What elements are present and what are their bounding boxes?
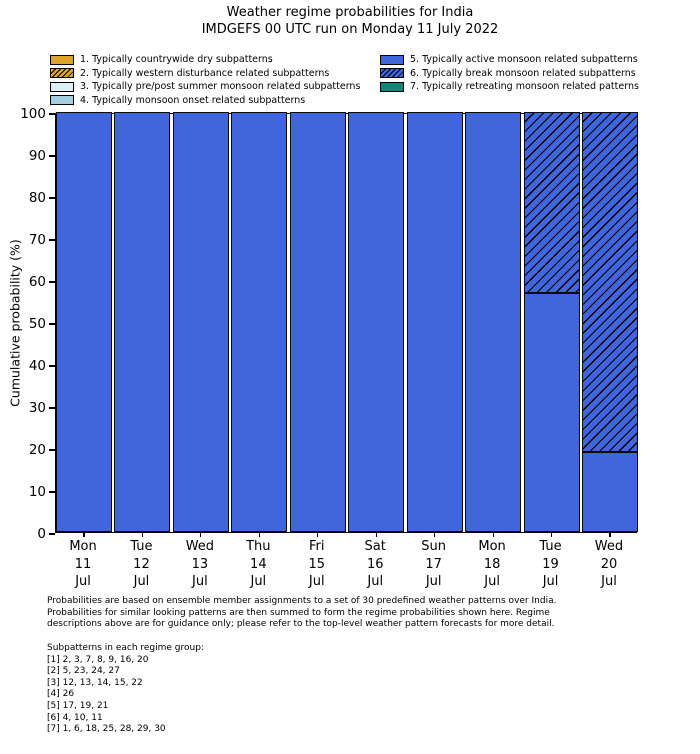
- x-tick-label-line: Wed: [185, 539, 215, 554]
- x-tick-label-line: 12: [133, 556, 150, 572]
- bar-segment-day6-active-monsoon: [348, 112, 404, 532]
- x-tick-label-sun-17-jul: [405, 538, 463, 591]
- x-tick-1: [83, 532, 84, 537]
- legend-item-2: [50, 67, 360, 81]
- subpatterns-line: [4] 26: [47, 689, 75, 700]
- y-tick-label-40: 40: [28, 358, 46, 374]
- y-axis-label: Cumulative probability (%): [7, 239, 23, 407]
- bar-segment-day9-active-monsoon: [524, 293, 580, 532]
- bar-segment-day10-break-monsoon: [582, 112, 638, 452]
- y-tick-label-90: 90: [28, 148, 46, 164]
- x-tick-label-line: Jul: [75, 574, 91, 589]
- x-tick-label-line: Jul: [542, 574, 559, 589]
- legend-swatch-3: [50, 82, 74, 92]
- x-tick-label-fri-15-jul: [288, 538, 346, 591]
- y-tick-label-50: 50: [28, 316, 46, 332]
- legend-item-6: [380, 67, 639, 81]
- y-tick-label-20: 20: [28, 442, 46, 458]
- y-tick-label-10: 10: [28, 484, 46, 500]
- x-tick-6: [376, 532, 377, 537]
- x-tick-label-line: 14: [250, 556, 267, 572]
- legend-item-4: [50, 94, 360, 108]
- x-tick-label-mon-11-jul: [54, 538, 112, 591]
- x-tick-label-line: Jul: [425, 574, 442, 589]
- subpatterns-line: [5] 17, 19, 21: [47, 700, 109, 711]
- x-tick-3: [200, 532, 201, 537]
- x-tick-label-line: Sat: [364, 539, 386, 554]
- y-tick-0: [49, 533, 55, 534]
- legend-column-right: [380, 53, 639, 94]
- plot-area: [20, 106, 637, 542]
- x-tick-label-line: Tue: [130, 539, 153, 554]
- y-tick-label-0: 0: [37, 526, 46, 542]
- x-tick-label-wed-13-jul: [171, 538, 229, 591]
- y-tick-60: [49, 281, 55, 282]
- x-tick-label-line: Sun: [421, 539, 447, 554]
- subpatterns-line: [2] 5, 23, 24, 27: [47, 666, 120, 677]
- legend-label-3: 3. Typically pre/post summer monsoon related subpatterns: [80, 81, 361, 93]
- x-tick-label-line: Jul: [250, 574, 267, 589]
- x-tick-label-mon-18-jul: [463, 538, 521, 591]
- y-tick-30: [49, 407, 55, 408]
- y-tick-20: [49, 449, 55, 450]
- legend-label-1: 1. Typically countrywide dry subpatterns: [80, 54, 273, 66]
- x-tick-label-line: Jul: [308, 574, 325, 589]
- x-tick-5: [317, 532, 318, 537]
- y-tick-label-70: 70: [28, 232, 46, 248]
- x-tick-label-line: 19: [542, 556, 559, 572]
- legend-swatch-1: [50, 55, 74, 65]
- x-tick-label-wed-20-jul: [580, 538, 638, 591]
- y-tick-40: [49, 365, 55, 366]
- footer-note: [47, 596, 556, 631]
- legend-label-2: 2. Typically western disturbance related subpatterns: [80, 67, 330, 79]
- x-tick-7: [434, 532, 435, 537]
- y-tick-50: [49, 323, 55, 324]
- y-tick-label-100: 100: [20, 106, 46, 122]
- x-tick-8: [493, 532, 494, 537]
- legend-item-5: [380, 53, 639, 67]
- x-tick-10: [609, 532, 610, 537]
- y-tick-label-30: 30: [28, 400, 46, 416]
- x-tick-label-line: 18: [483, 556, 501, 572]
- x-tick-label-line: 17: [425, 556, 442, 572]
- x-tick-label-line: Jul: [484, 574, 500, 589]
- x-tick-9: [551, 532, 552, 537]
- bar-segment-day2-active-monsoon: [114, 112, 170, 532]
- y-tick-70: [49, 239, 55, 240]
- x-tick-label-line: Thu: [246, 539, 271, 554]
- legend-swatch-2: [50, 68, 74, 78]
- bar-segment-day4-active-monsoon: [231, 112, 287, 532]
- y-tick-10: [49, 491, 55, 492]
- legend-label-6: 6. Typically break monsoon related subpatterns: [410, 67, 636, 79]
- subpatterns-line: [3] 12, 13, 14, 15, 22: [47, 677, 143, 688]
- legend-label-4: 4. Typically monsoon onset related subpatterns: [80, 94, 306, 106]
- x-tick-label-line: 20: [600, 556, 618, 572]
- x-tick-label-line: Tue: [539, 539, 562, 554]
- x-tick-label-thu-14-jul: [229, 538, 287, 591]
- subpatterns-heading: Subpatterns in each regime group:: [47, 643, 204, 653]
- legend-label-5: 5. Typically active monsoon related subpatterns: [410, 54, 638, 66]
- x-tick-label-sat-16-jul: [346, 538, 404, 591]
- subpatterns-block: [47, 643, 204, 736]
- bar-segment-day1-active-monsoon: [56, 112, 112, 532]
- legend-swatch-6: [380, 68, 404, 78]
- footer-line: Probabilities for similar looking patterns are then summed to form the regime probabilities shown here. Regime: [47, 607, 550, 618]
- footer-line: Probabilities are based on ensemble member assignments to a set of 30 predefined weather patterns over India.: [47, 596, 557, 606]
- x-tick-label-tue-19-jul: [522, 538, 580, 591]
- subpatterns-line: [7] 1, 6, 18, 25, 28, 29, 30: [47, 724, 166, 735]
- footer-line: descriptions above are for guidance only; please refer to the top-level weather pattern forecasts for more detail.: [47, 619, 555, 630]
- y-tick-100: [49, 113, 55, 114]
- x-tick-label-line: Mon: [69, 539, 97, 554]
- bar-segment-day10-active-monsoon: [582, 452, 638, 532]
- y-tick-label-60: 60: [28, 274, 46, 290]
- legend-item-7: [380, 80, 639, 94]
- x-tick-label-line: Wed: [594, 539, 624, 554]
- bar-segment-day9-break-monsoon: [524, 112, 580, 293]
- bar-segment-day7-active-monsoon: [407, 112, 463, 532]
- chart-subtitle: IMDGEFS 00 UTC run on Monday 11 July 2022: [201, 22, 499, 37]
- x-tick-4: [259, 532, 260, 537]
- x-tick-label-line: Mon: [478, 539, 506, 554]
- legend-swatch-4: [50, 95, 74, 105]
- legend-column-left: [50, 53, 360, 107]
- bar-segment-day3-active-monsoon: [173, 112, 229, 532]
- x-tick-label-tue-12-jul: [112, 538, 170, 591]
- x-tick-label-line: Jul: [192, 574, 208, 589]
- x-tick-label-line: 11: [74, 556, 92, 572]
- x-tick-label-line: Jul: [133, 574, 150, 589]
- x-tick-label-line: 16: [366, 556, 384, 572]
- legend-item-3: [50, 80, 360, 94]
- x-tick-label-line: Jul: [367, 574, 384, 589]
- x-tick-label-line: Fri: [309, 539, 325, 554]
- x-tick-label-line: 13: [191, 556, 209, 572]
- chart-title: Weather regime probabilities for India: [226, 5, 474, 20]
- y-tick-80: [49, 197, 55, 198]
- bar-segment-day5-active-monsoon: [290, 112, 346, 532]
- legend-swatch-5: [380, 55, 404, 65]
- title-block: [0, 4, 700, 38]
- y-tick-90: [49, 155, 55, 156]
- bar-segment-day8-active-monsoon: [465, 112, 521, 532]
- y-tick-label-80: 80: [28, 190, 46, 206]
- legend-item-1: [50, 53, 360, 67]
- subpatterns-line: [6] 4, 10, 11: [47, 712, 103, 723]
- x-tick-label-line: 15: [308, 556, 326, 572]
- x-axis-labels: [55, 538, 637, 594]
- legend-swatch-7: [380, 82, 404, 92]
- x-tick-label-line: Jul: [601, 574, 617, 589]
- x-tick-2: [142, 532, 143, 537]
- legend-label-7: 7. Typically retreating monsoon related patterns: [410, 81, 639, 93]
- subpatterns-line: [1] 2, 3, 7, 8, 9, 16, 20: [47, 654, 149, 665]
